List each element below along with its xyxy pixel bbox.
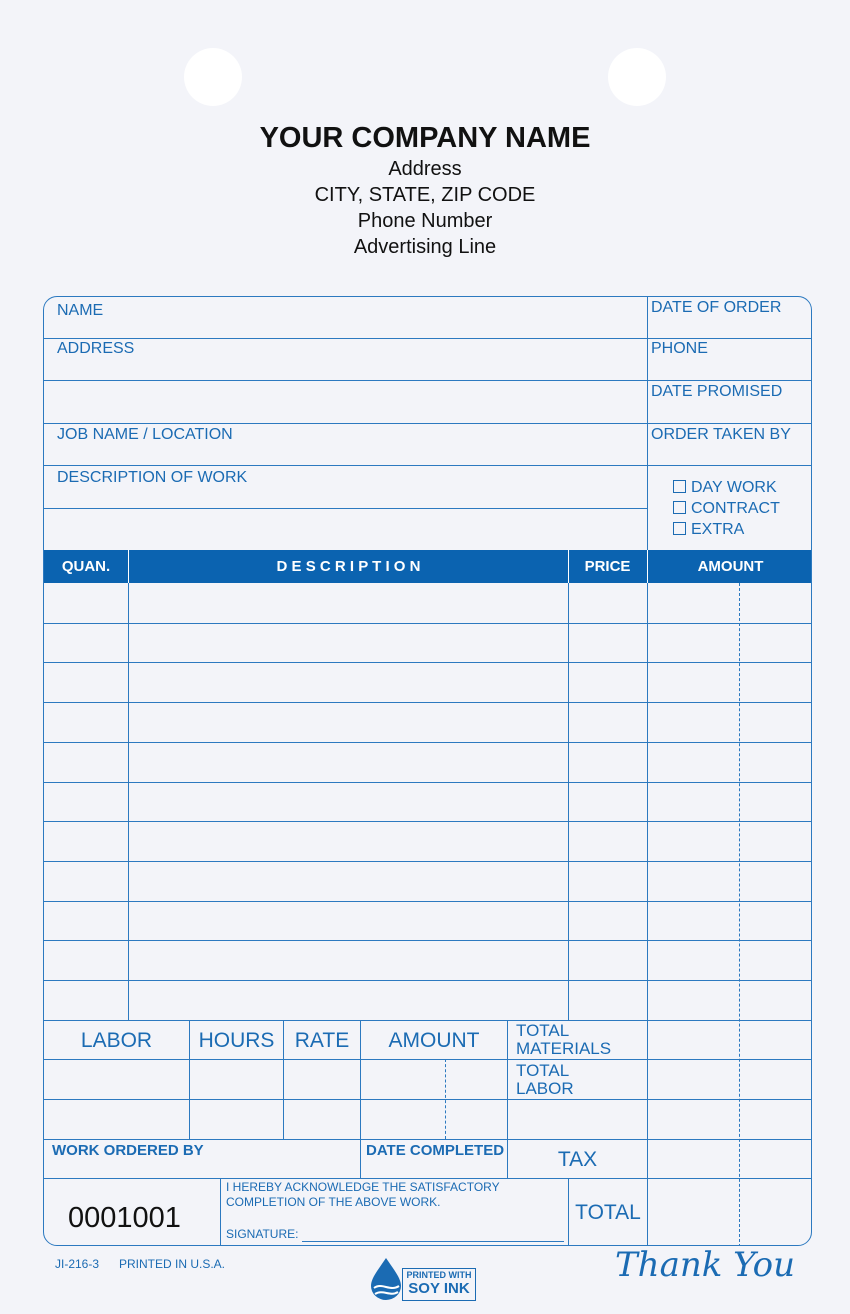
divider bbox=[128, 583, 129, 1020]
amount-labor-header: AMOUNT bbox=[388, 1029, 480, 1052]
divider bbox=[568, 550, 569, 583]
label-line: MATERIALS bbox=[516, 1039, 612, 1058]
printed-in: PRINTED IN U.S.A. bbox=[119, 1257, 226, 1271]
binder-hole-right bbox=[608, 48, 666, 106]
total-materials-label bbox=[516, 1022, 611, 1058]
divider bbox=[44, 338, 647, 339]
description-of-work-field[interactable]: DESCRIPTION OF WORK bbox=[57, 469, 248, 486]
table-row bbox=[44, 980, 812, 981]
soy-drop-icon bbox=[368, 1256, 404, 1302]
hours-header: HOURS bbox=[198, 1029, 275, 1052]
divider bbox=[44, 1020, 812, 1021]
divider bbox=[44, 465, 812, 466]
cents-divider bbox=[739, 583, 740, 1246]
form-code: JI-216-3 bbox=[55, 1257, 100, 1271]
total-label: TOTAL bbox=[575, 1201, 641, 1224]
divider bbox=[44, 1099, 812, 1100]
checkbox-label: DAY WORK bbox=[691, 479, 777, 496]
date-promised-field[interactable]: DATE PROMISED bbox=[651, 383, 783, 400]
divider bbox=[647, 338, 812, 339]
work-ordered-by-field[interactable]: WORK ORDERED BY bbox=[52, 1142, 204, 1159]
divider bbox=[647, 583, 648, 1246]
work-order-form bbox=[43, 296, 812, 1246]
table-row bbox=[44, 742, 812, 743]
divider bbox=[128, 550, 129, 583]
divider bbox=[220, 1178, 221, 1246]
checkbox-label: CONTRACT bbox=[691, 500, 780, 517]
table-row bbox=[44, 782, 812, 783]
phone-field[interactable]: PHONE bbox=[651, 340, 708, 357]
soy-ink-logo bbox=[368, 1256, 478, 1302]
description-header: D E S C R I P T I O N bbox=[276, 558, 421, 575]
total-labor-label bbox=[516, 1062, 574, 1098]
binder-hole-left bbox=[184, 48, 242, 106]
table-row bbox=[44, 702, 812, 703]
ack-line: I HEREBY ACKNOWLEDGE THE SATISFACTORY bbox=[226, 1180, 500, 1194]
divider bbox=[568, 583, 569, 1020]
thank-you-script: Thank You bbox=[615, 1245, 796, 1285]
signature-field[interactable]: SIGNATURE: bbox=[226, 1227, 299, 1241]
order-taken-by-field[interactable]: ORDER TAKEN BY bbox=[651, 426, 791, 443]
checkbox-contract[interactable] bbox=[673, 500, 780, 518]
divider bbox=[647, 550, 648, 583]
company-phone: Phone Number bbox=[357, 210, 493, 232]
label-line: TOTAL bbox=[516, 1061, 570, 1080]
tax-label: TAX bbox=[557, 1148, 598, 1171]
acknowledgement-text bbox=[226, 1180, 500, 1210]
soy-line-2: SOY INK bbox=[408, 1280, 470, 1297]
cents-divider bbox=[445, 1059, 446, 1139]
table-row bbox=[44, 940, 812, 941]
table-row bbox=[44, 623, 812, 624]
label-line: TOTAL bbox=[516, 1021, 570, 1040]
table-row bbox=[44, 662, 812, 663]
checkbox-day-work[interactable] bbox=[673, 479, 777, 497]
company-address: Address bbox=[388, 158, 462, 180]
table-row bbox=[44, 861, 812, 862]
soy-line-1: PRINTED WITH bbox=[406, 1270, 472, 1280]
rate-header: RATE bbox=[294, 1029, 350, 1052]
table-row bbox=[44, 821, 812, 822]
company-city: CITY, STATE, ZIP CODE bbox=[314, 184, 536, 206]
checkbox-label: EXTRA bbox=[691, 521, 745, 538]
table-row bbox=[44, 901, 812, 902]
labor-header: LABOR bbox=[80, 1029, 153, 1052]
job-name-field[interactable]: JOB NAME / LOCATION bbox=[57, 426, 233, 443]
label-line: LABOR bbox=[516, 1079, 574, 1098]
checkbox-icon bbox=[673, 480, 686, 493]
amount-header: AMOUNT bbox=[697, 558, 764, 575]
divider bbox=[44, 508, 647, 509]
date-of-order-field[interactable]: DATE OF ORDER bbox=[651, 299, 782, 316]
company-name: YOUR COMPANY NAME bbox=[259, 122, 591, 154]
name-field[interactable]: NAME bbox=[57, 302, 104, 319]
items-header-bar bbox=[44, 550, 812, 583]
signature-line bbox=[302, 1241, 564, 1242]
divider bbox=[44, 1139, 812, 1140]
divider bbox=[44, 380, 812, 381]
address-field[interactable]: ADDRESS bbox=[57, 340, 135, 357]
divider bbox=[44, 423, 812, 424]
date-completed-field[interactable]: DATE COMPLETED bbox=[366, 1142, 505, 1159]
price-header: PRICE bbox=[584, 558, 631, 575]
checkbox-icon bbox=[673, 522, 686, 535]
checkbox-extra[interactable] bbox=[673, 521, 744, 539]
quan-header: QUAN. bbox=[61, 558, 111, 575]
checkbox-icon bbox=[673, 501, 686, 514]
soy-badge bbox=[402, 1268, 476, 1301]
form-number: 0001001 bbox=[68, 1202, 181, 1234]
divider bbox=[44, 1178, 812, 1179]
ack-line: COMPLETION OF THE ABOVE WORK. bbox=[226, 1195, 441, 1209]
divider bbox=[44, 1059, 812, 1060]
company-advertising: Advertising Line bbox=[353, 236, 497, 258]
